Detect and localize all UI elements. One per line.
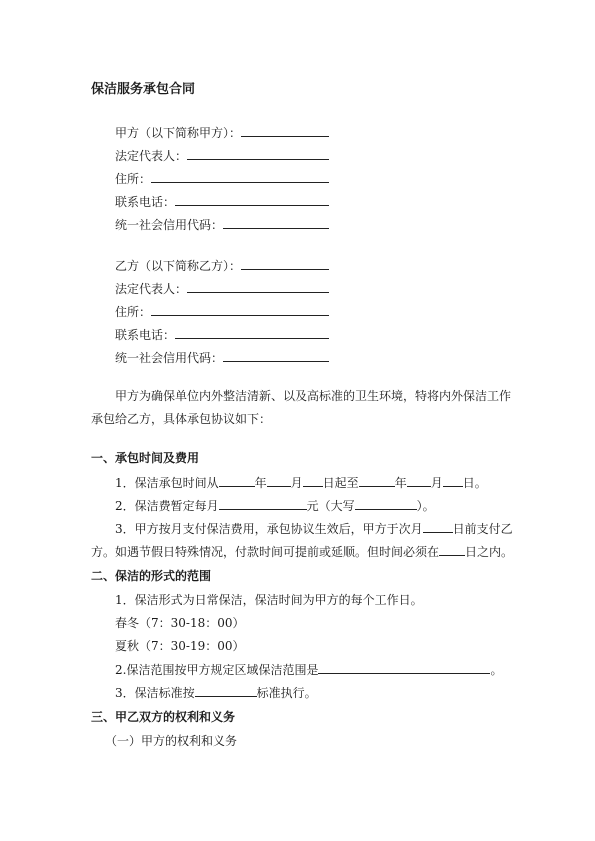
s1-item-2	[115, 497, 435, 514]
s2-item-3-end: 标准执行。	[256, 686, 317, 700]
end-month-blank[interactable]	[407, 474, 431, 487]
party-a-credit-blank[interactable]	[223, 216, 329, 229]
section-1-title: 一、承包时间及费用	[91, 451, 200, 465]
party-b-addr-blank[interactable]	[151, 303, 329, 316]
start-day-blank[interactable]	[303, 474, 323, 487]
start-month-blank[interactable]	[267, 474, 291, 487]
s1-item-3-text-b: 日前支付乙	[452, 522, 513, 536]
s2-item-2	[115, 661, 502, 678]
party-b-phone-label: 联系电话：	[115, 328, 176, 342]
section-3-title: 三、甲乙双方的权利和义务	[91, 710, 236, 724]
party-b-credit-label: 统一社会信用代码：	[115, 351, 224, 365]
party-a-credit-label: 统一社会信用代码：	[115, 218, 224, 232]
party-b-name-row	[115, 257, 329, 274]
start-year-blank[interactable]	[219, 474, 255, 487]
s2-item-1: 1．保洁形式为日常保洁，保洁时间为甲方的每个工作日。	[115, 593, 423, 607]
party-b-credit-row	[115, 349, 329, 366]
s1-item-3-text-d: 日之内。	[465, 545, 514, 559]
party-a-name-blank[interactable]	[241, 124, 329, 137]
s3-subsection-1: （一）甲方的权利和义务	[105, 734, 238, 748]
party-a-addr-label: 住所：	[115, 172, 152, 186]
s2-winter-hours: 春冬（7：30-18：00）	[115, 616, 245, 630]
s2-item-2-prefix: 2.保洁范围按甲方规定区域保洁范围是	[115, 663, 319, 677]
payment-deadline-blank[interactable]	[439, 543, 465, 556]
party-b-credit-blank[interactable]	[223, 349, 329, 362]
s1-item-2-mid: 元（大写	[306, 499, 355, 513]
cleaning-scope-blank[interactable]	[318, 661, 490, 674]
party-a-rep-row	[115, 147, 329, 164]
party-b-rep-label: 法定代表人：	[115, 282, 188, 296]
party-b-rep-blank[interactable]	[187, 280, 329, 293]
month-label: 月	[290, 476, 303, 490]
year-label: 年	[254, 476, 267, 490]
end-month-label: 月	[430, 476, 443, 490]
s1-item-3-line-1	[115, 520, 513, 537]
party-a-rep-label: 法定代表人：	[115, 149, 188, 163]
party-b-phone-blank[interactable]	[175, 326, 329, 339]
s1-item-2-prefix: 2．保洁费暂定每月	[115, 499, 219, 513]
party-b-addr-row	[115, 303, 329, 320]
party-b-name-label: 乙方（以下简称乙方）：	[115, 259, 242, 273]
party-a-addr-row	[115, 170, 329, 187]
party-b-addr-label: 住所：	[115, 305, 152, 319]
s1-item-3-line-2	[91, 543, 513, 560]
fee-in-words-blank[interactable]	[355, 497, 417, 510]
end-day-blank[interactable]	[443, 474, 463, 487]
s2-summer-hours: 夏秋（7：30-19：00）	[115, 639, 245, 653]
end-year-label: 年	[394, 476, 407, 490]
s2-item-2-end: 。	[490, 663, 503, 677]
s1-item-1	[115, 474, 487, 491]
party-a-rep-blank[interactable]	[187, 147, 329, 160]
s1-item-3-text-c: 方。如遇节假日特殊情况，付款时间可提前或延顺。但时间必须在	[91, 545, 440, 559]
payment-day-blank[interactable]	[423, 520, 453, 533]
party-a-name-row	[115, 124, 329, 141]
day-from-label: 日起至	[322, 476, 359, 490]
monthly-fee-blank[interactable]	[219, 497, 307, 510]
day-end-label: 日。	[462, 476, 487, 490]
contract-title: 保洁服务承包合同	[91, 82, 196, 97]
party-a-phone-label: 联系电话：	[115, 195, 176, 209]
party-a-phone-blank[interactable]	[175, 193, 329, 206]
section-2-title: 二、保洁的形式的范围	[91, 569, 212, 583]
party-b-phone-row	[115, 326, 329, 343]
party-b-rep-row	[115, 280, 329, 297]
party-a-credit-row	[115, 216, 329, 233]
s2-item-3-prefix: 3．保洁标准按	[115, 686, 195, 700]
s1-item-2-end: ）。	[416, 499, 435, 513]
cleaning-standard-blank[interactable]	[195, 684, 257, 697]
intro-line-1: 甲方为确保单位内外整洁清新、以及高标准的卫生环境，特将内外保洁工作	[115, 389, 512, 403]
s2-item-3	[115, 684, 317, 701]
party-b-name-blank[interactable]	[241, 257, 329, 270]
s1-item-1-prefix: 1．保洁承包时间从	[115, 476, 219, 490]
party-a-addr-blank[interactable]	[151, 170, 329, 183]
end-year-blank[interactable]	[359, 474, 395, 487]
s1-item-3-text-a: 3．甲方按月支付保洁费用，承包协议生效后，甲方于次月	[115, 522, 423, 536]
party-a-phone-row	[115, 193, 329, 210]
intro-line-2: 承包给乙方，具体承包协议如下：	[91, 412, 272, 426]
party-a-name-label: 甲方（以下简称甲方）：	[115, 126, 242, 140]
